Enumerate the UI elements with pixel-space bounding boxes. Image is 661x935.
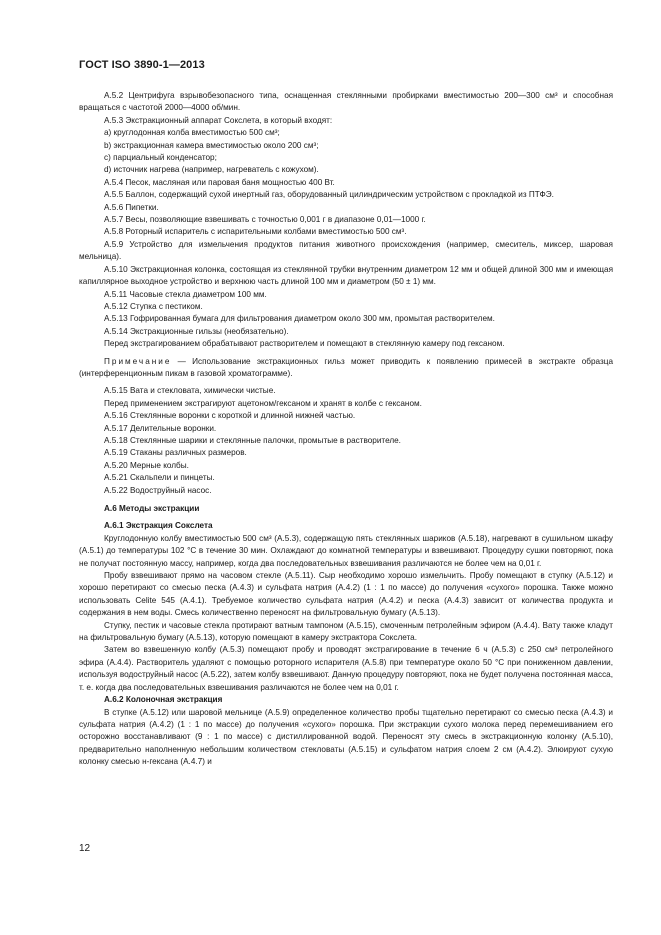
paragraph: Пробу взвешивают прямо на часовом стекле (A.5.11). Сыр необходимо хорошо измельчить. Пробу помещают в ступку (A.5.12) и хорошо перетирают со смесью песка (A.4.3) и сульфата натрия (A.4.2) (1 : 1 по массе) до получения «сухого» порошка. Также можно использовать Celite 545 (A.4.1). Требуемое количество сульфата натрия (A.4.2) и песка (A.4.3) зависит от количества продукта и содержания в нем воды. Смесь количественно переносят на фильтровальную бумагу (A.5.13). [79, 571, 613, 618]
paragraph: A.5.16 Стеклянные воронки с короткой и длинной нижней частью. [104, 411, 356, 421]
paragraph: b) экстракционная камера вместимостью около 200 см³; [104, 140, 319, 150]
paragraph: а) круглодонная колба вместимостью 500 см³; [104, 128, 280, 138]
paragraph: A.5.18 Стеклянные шарики и стеклянные палочки, промытые в растворителе. [104, 435, 401, 445]
paragraph: Ступку, пестик и часовые стекла протирают ватным тампоном (A.5.15), смоченным петролейным эфиром (A.4.4). Вату также кладут на фильтровальную бумагу (A.5.13), которую помещают в камеру экстрактора Сокслета. [79, 620, 613, 643]
paragraph: c) парциальный конденсатор; [104, 153, 217, 163]
subsection-title: A.6.1 Экстракция Сокслета [104, 521, 213, 531]
paragraph: A.5.13 Гофрированная бумага для фильтрования диаметром около 300 мм, промытая растворителем. [104, 314, 495, 324]
paragraph: d) источник нагрева (например, нагреватель с кожухом). [104, 165, 319, 175]
paragraph: A.5.12 Ступка с пестиком. [104, 301, 203, 311]
paragraph: A.5.2 Центрифуга взрывобезопасного типа, оснащенная стеклянными пробирками вместимостью 200—300 см³ и способная вращаться с частотой 2000—4000 об/мин. [79, 91, 613, 113]
paragraph: В ступке (A.5.12) или шаровой мельнице (A.5.9) определенное количество пробы тщательно перетирают со смесью песка (A.4.3) и сульфата натрия (A.4.2) (1 : 1 по массе) до получения «сухого» порошка. При экстракции сухого молока перед перемешиванием его осторожно восстанавливают (9 : 1 по массе) с дистиллированной водой. Переносят эту смесь в экстракционную колонку (A.5.10), предварительно наполненную небольшим количеством стекловаты (A.5.15) и сульфатом натрия слоем 2 см (A.4.2). Элюируют сухую колонку смесью н-гексана (A.4.7) и [79, 707, 613, 767]
paragraph: Круглодонную колбу вместимостью 500 см³ (A.5.3), содержащую пять стеклянных шариков (A.5.18), нагревают в сушильном шкафу (A.5.1) до температуры 102 °С в течение 30 мин. Охлаждают до комнатной температуры и взвешивают. Процедуру сушки повторяют, пока не получат постоянную массу, например, когда два последовательных взвешивания различаются не более чем на 0,01 г. [79, 533, 613, 568]
paragraph: A.5.15 Вата и стекловата, химически чистые. [104, 386, 276, 396]
subsection-title: A.6.2 Колоночная экстракция [104, 695, 223, 705]
document-header: ГОСТ ISO 3890-1—2013 [79, 59, 205, 71]
paragraph: Затем во взвешенную колбу (A.5.3) помещают пробу и проводят экстрагирование в течение 6 ч (A.5.3) с 250 см³ петролейного эфира (A.4.4). Растворитель удаляют с помощью роторного испарителя (A.5.8) при температуре около 50 °С при пониженном давлении, используя водоструйный насос (A.5.22), затем колбу взвешивают. Данную процедуру повторяют, пока не будет получена постоянная масса, т. е. когда два последовательных взвешивания различаются не более чем на 0,01 г. [79, 645, 613, 692]
paragraph: A.5.4 Песок, масляная или паровая баня мощностью 400 Вт. [104, 177, 335, 187]
paragraph: A.5.21 Скальпели и пинцеты. [104, 473, 215, 483]
page-body [79, 90, 613, 769]
paragraph: Перед применением экстрагируют ацетоном/гексаном и хранят в колбе с гексаном. [104, 398, 422, 408]
page-number: 12 [79, 843, 91, 854]
paragraph: A.5.9 Устройство для измельчения продуктов питания животного происхождения (например, смеситель, миксер, шаровая мельница). [79, 239, 613, 262]
note [79, 356, 613, 381]
paragraph: A.5.6 Пипетки. [104, 202, 159, 212]
paragraph: A.5.19 Стаканы различных размеров. [104, 448, 247, 458]
paragraph: A.5.20 Мерные колбы. [104, 460, 189, 470]
paragraph: A.5.10 Экстракционная колонка, состоящая из стеклянной трубки внутренним диаметром 12 мм и общей длиной 300 мм и имеющая капиллярное выходное устройство и верхнюю часть длиной 100 мм и диаметром (50 ± 1) мм. [79, 264, 613, 287]
paragraph: A.5.14 Экстракционные гильзы (необязательно). [104, 326, 289, 336]
paragraph: A.5.8 Роторный испаритель с испарительными колбами вместимостью 500 см³. [104, 227, 407, 237]
note-label: Примечание [104, 356, 172, 366]
paragraph: A.5.11 Часовые стекла диаметром 100 мм. [104, 289, 267, 299]
paragraph: A.5.7 Весы, позволяющие взвешивать с точностью 0,001 г в диапазоне 0,01—1000 г. [104, 215, 426, 225]
section-title: A.6 Методы экстракции [104, 504, 200, 513]
paragraph: A.5.22 Водоструйный насос. [104, 485, 212, 495]
paragraph: Перед экстрагированием обрабатывают растворителем и помещают в стеклянную камеру под гексаном. [104, 339, 505, 349]
paragraph: A.5.17 Делительные воронки. [104, 423, 217, 433]
note-text: — Использование экстракционных гильз может приводить к появлению примесей в экстракте образца (интерференционным пикам в газовой хроматограмме). [79, 356, 613, 378]
paragraph: A.5.5 Баллон, содержащий сухой инертный газ, оборудованный цилиндрическим устройством с прокладкой из ПТФЭ. [104, 190, 554, 200]
paragraph: A.5.3 Экстракционный аппарат Сокслета, в который входят: [104, 115, 333, 125]
